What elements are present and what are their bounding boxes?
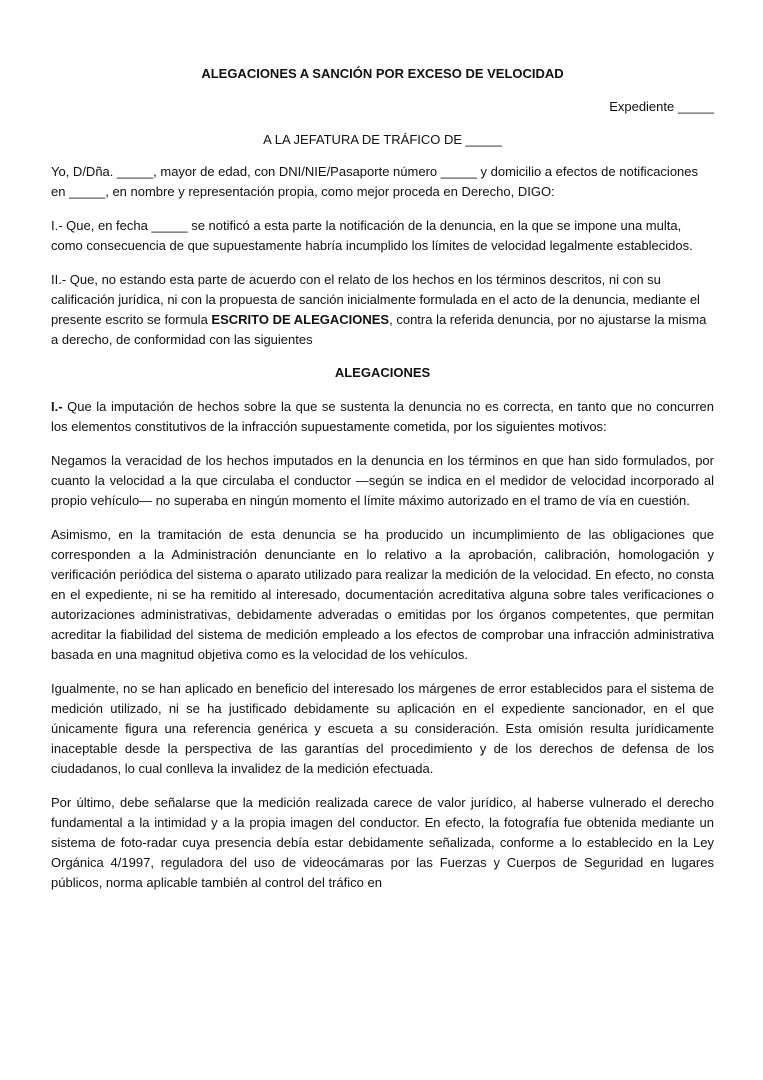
alegacion-i-text: Que la imputación de hechos sobre la que se sustenta la denuncia no es correcta, en tanto que no concurren los elementos constitutivos de la infracción supuestamente cometida, por los siguientes motivos:	[51, 399, 714, 434]
point-ii-text-after: , contra la referida denuncia, por no ajustarse la misma a derecho, de conformidad con las siguientes	[51, 312, 707, 347]
point-ii-text-before: II.- Que, no estando esta parte de acuerdo con el relato de los hechos en los términos descritos, ni con su calificación jurídica, ni con la propuesta de sanción inicialmente formulada en el acto de la denuncia, mediante el presente escrito se formula	[51, 272, 700, 327]
point-ii-bold-text: ESCRITO DE ALEGACIONES	[211, 312, 390, 327]
point-i-paragraph: I.- Que, en fecha _____ se notificó a esta parte la notificación de la denuncia, en la que se impone una multa, como consecuencia de que supuestamente habría incumplido los límites de velocidad legalmente establecidos.	[51, 218, 693, 253]
igualmente-paragraph: Igualmente, no se han aplicado en beneficio del interesado los márgenes de error establecidos para el sistema de medición utilizado, ni se ha justificado debidamente su aplicación en el expediente sancionador, en el que únicamente figura una referencia genérica y escueta a su consideración. Esta omisión resulta jurídicamente inaceptable desde la perspectiva de las garantías del procedimiento y de los derechos de defensa de los ciudadanos, lo cual conlleva la invalidez de la medición efectuada.	[51, 681, 714, 776]
document-title: ALEGACIONES A SANCIÓN POR EXCESO DE VELOCIDAD	[201, 66, 564, 81]
point-ii-paragraph	[51, 270, 714, 350]
por-ultimo-paragraph: Por último, debe señalarse que la medición realizada carece de valor jurídico, al haberse vulnerado el derecho fundamental a la intimidad y a la propia imagen del conductor. En efecto, la fotografía fue obtenida mediante un sistema de foto-radar cuya presencia debía estar debidamente señalizada, conforme a lo establecido en la Ley Orgánica 4/1997, reguladora del uso de videocámaras por las Fuerzas y Cuerpos de Seguridad en lugares públicos, norma aplicable también al control del tráfico en	[51, 795, 714, 890]
asimismo-paragraph: Asimismo, en la tramitación de esta denuncia se ha producido un incumplimiento de las obligaciones que corresponden a la Administración denunciante en lo relativo a la aprobación, calibración, homologación y verificación periódica del sistema o aparato utilizado para realizar la medición de la velocidad. En efecto, no consta en el expediente, ni se ha remitido al interesado, documentación acreditativa alguna sobre tales verificaciones o autorizaciones administrativas, debidamente adveradas o emitidas por los órganos competentes, que permitan acreditar la fiabilidad del sistema de medición empleado a los efectos de comprobar una infracción administrativa basada en una magnitud objetiva como es la velocidad de los vehículos.	[51, 527, 714, 662]
addressee-line: A LA JEFATURA DE TRÁFICO DE _____	[263, 132, 502, 147]
negamos-paragraph: Negamos la veracidad de los hechos imputados en la denuncia en los términos en que han sido formulados, por cuanto la velocidad a la que circulaba el conductor —según se indica en el medidor de velocidad incorporado al propio vehículo— no superaba en ningún momento el límite máximo autorizado en el tramo de vía en cuestión.	[51, 453, 714, 508]
alegacion-i-label: I.-	[51, 399, 63, 414]
expediente-line: Expediente _____	[609, 99, 714, 114]
alegacion-i-paragraph	[51, 397, 714, 437]
intro-paragraph: Yo, D/Dña. _____, mayor de edad, con DNI/NIE/Pasaporte número _____ y domicilio a efectos de notificaciones en _____, en nombre y representación propia, como mejor proceda en Derecho, DIGO:	[51, 164, 699, 199]
alegaciones-heading: ALEGACIONES	[334, 365, 431, 380]
document-page	[51, 56, 714, 893]
